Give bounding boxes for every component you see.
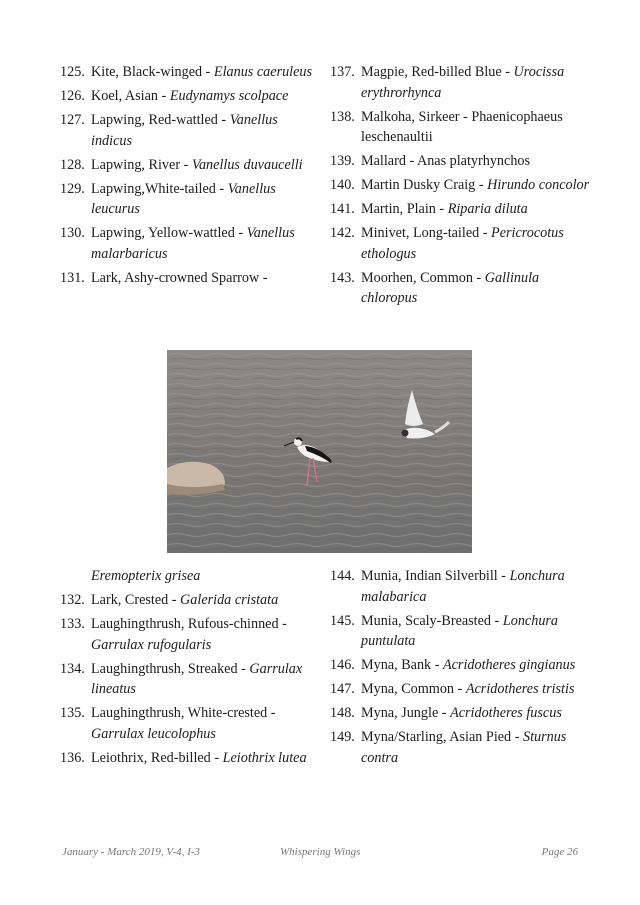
bird-entry xyxy=(60,223,322,264)
scientific-name: Leiothrix lutea xyxy=(222,749,307,766)
entry-number: 136. xyxy=(60,749,85,766)
bird-entry xyxy=(60,748,322,769)
scientific-name: Gallinula chloropus xyxy=(361,269,540,306)
bird-entry xyxy=(330,175,592,196)
scientific-name: Vanellus malarbaricus xyxy=(91,225,295,262)
scientific-name: Hirundo concolor xyxy=(487,177,590,193)
bird-entry xyxy=(60,179,322,220)
common-name: Laughingthrush, Rufous-chinned - xyxy=(91,616,287,632)
bird-entry xyxy=(60,590,322,611)
common-name: Lapwing, Red-wattled - xyxy=(91,112,230,128)
scientific-name: Garrulax leucolophus xyxy=(91,725,216,742)
scientific-name: Elanus caeruleus xyxy=(213,64,313,80)
continued-entry xyxy=(60,566,322,587)
scientific-name: Acridotheres gingianus xyxy=(442,657,576,673)
scientific-name: Urocissa erythrorhynca xyxy=(361,64,565,101)
scientific-name: Acridotheres fuscus xyxy=(450,705,562,721)
stilt-on-water-image xyxy=(167,350,472,553)
common-name: Lapwing, River - xyxy=(91,156,192,173)
scientific-name: Vanellus leucurus xyxy=(91,180,276,217)
scientific-name: Acridotheres tristis xyxy=(465,681,575,697)
scientific-name: Garrulax lineatus xyxy=(91,660,303,697)
scientific-name: Vanellus indicus xyxy=(91,112,278,149)
entry-number: 139. xyxy=(330,153,355,169)
entry-number: 147. xyxy=(330,681,355,697)
common-name: Moorhen, Common - xyxy=(361,269,485,286)
entry-number: 126. xyxy=(60,88,85,104)
entry-number: 146. xyxy=(330,657,355,673)
common-name: Lapwing, Yellow-wattled - xyxy=(91,225,247,241)
bird-entry xyxy=(330,566,592,607)
common-name: Myna, Jungle - xyxy=(361,705,451,721)
scientific-name: Lonchura puntulata xyxy=(361,612,559,649)
common-name: Martin, Plain - xyxy=(361,201,448,217)
bird-entry xyxy=(330,611,592,652)
bird-entry xyxy=(330,223,592,264)
entry-number: 127. xyxy=(60,112,85,128)
bird-entry xyxy=(330,727,592,768)
bird-list-bottom-left-items xyxy=(60,590,322,768)
common-name: Myna/Starling, Asian Pied - xyxy=(361,729,523,745)
entry-number: 128. xyxy=(60,156,85,173)
entry-number: 134. xyxy=(60,660,85,677)
common-name: Laughingthrush, Streaked - xyxy=(91,660,250,677)
common-name: Martin Dusky Craig - xyxy=(361,177,488,193)
scientific-name: Pericrocotus ethologus xyxy=(361,225,564,262)
entry-number: 131. xyxy=(60,269,85,286)
entry-number: 138. xyxy=(330,108,355,125)
bird-entry xyxy=(330,268,592,309)
scientific-name: Galerida cristata xyxy=(180,592,279,608)
footer-publication: Whispering Wings xyxy=(280,846,361,858)
bird-list-column-top-left xyxy=(60,62,322,292)
scientific-name: Sturnus contra xyxy=(361,729,567,766)
scientific-name: Riparia diluta xyxy=(447,201,528,217)
common-name: Magpie, Red-billed Blue - xyxy=(361,64,514,80)
scientific-name: Garrulax rufogularis xyxy=(91,636,212,653)
entry-number: 143. xyxy=(330,269,355,286)
bird-entry xyxy=(60,614,322,655)
entry-number: 135. xyxy=(60,705,85,721)
footer-issue-date: January - March 2019, V-4, I-3 xyxy=(62,846,200,858)
bird-list-column-bottom-right xyxy=(330,566,592,772)
common-name: Kite, Black-winged - xyxy=(91,64,214,80)
common-name: Laughingthrush, White-crested - xyxy=(91,705,276,721)
entry-number: 144. xyxy=(330,568,355,584)
bird-entry xyxy=(330,703,592,724)
entry-number: 132. xyxy=(60,592,85,608)
bird-entry xyxy=(60,268,322,289)
entry-number: 142. xyxy=(330,225,355,241)
common-name: Leiothrix, Red-billed - xyxy=(91,749,223,766)
bird-entry xyxy=(330,199,592,220)
bird-photo xyxy=(167,350,472,553)
common-name: Koel, Asian - xyxy=(91,88,170,104)
common-name: Lark, Ashy-crowned Sparrow - xyxy=(91,269,268,286)
scientific-name: Vanellus duvaucelli xyxy=(191,156,303,173)
common-name: Lark, Crested - xyxy=(91,592,181,608)
bird-entry xyxy=(60,659,322,700)
entry-number: 145. xyxy=(330,612,355,629)
bird-entry xyxy=(330,679,592,700)
bird-entry xyxy=(60,703,322,744)
bird-entry xyxy=(330,151,592,172)
common-name: Myna, Common - xyxy=(361,681,466,697)
entry-number: 133. xyxy=(60,616,85,632)
entry-number: 129. xyxy=(60,180,85,197)
entry-number: 130. xyxy=(60,225,85,241)
bird-entry xyxy=(60,110,322,151)
common-name: Malkoha, Sirkeer - Phaenicophaeus leschenaultii xyxy=(361,108,563,145)
bird-entry xyxy=(60,155,322,176)
common-name: Myna, Bank - xyxy=(361,657,443,673)
scientific-name: Eremopterix grisea xyxy=(91,568,201,584)
common-name: Munia, Indian Silverbill - xyxy=(361,568,510,584)
bird-entry xyxy=(330,107,592,148)
entry-number: 141. xyxy=(330,201,355,217)
entry-number: 149. xyxy=(330,729,355,745)
common-name: Minivet, Long-tailed - xyxy=(361,225,492,241)
entry-number: 137. xyxy=(330,64,355,80)
bird-list-column-top-right xyxy=(330,62,592,312)
common-name: Lapwing,White-tailed - xyxy=(91,180,228,197)
entry-number: 125. xyxy=(60,64,85,80)
entry-number: 140. xyxy=(330,177,355,193)
common-name: Mallard - Anas platyrhynchos xyxy=(361,153,531,169)
bird-entry xyxy=(60,62,322,83)
bird-entry xyxy=(330,62,592,103)
footer-page-number: Page 26 xyxy=(541,846,578,858)
scientific-name: Lonchura malabarica xyxy=(361,568,565,605)
bird-list-column-bottom-left xyxy=(60,566,322,772)
scientific-name: Eudynamys scolpace xyxy=(169,88,289,104)
bird-entry xyxy=(330,655,592,676)
bird-entry xyxy=(60,86,322,107)
entry-number: 148. xyxy=(330,705,355,721)
common-name: Munia, Scaly-Breasted - xyxy=(361,612,503,629)
